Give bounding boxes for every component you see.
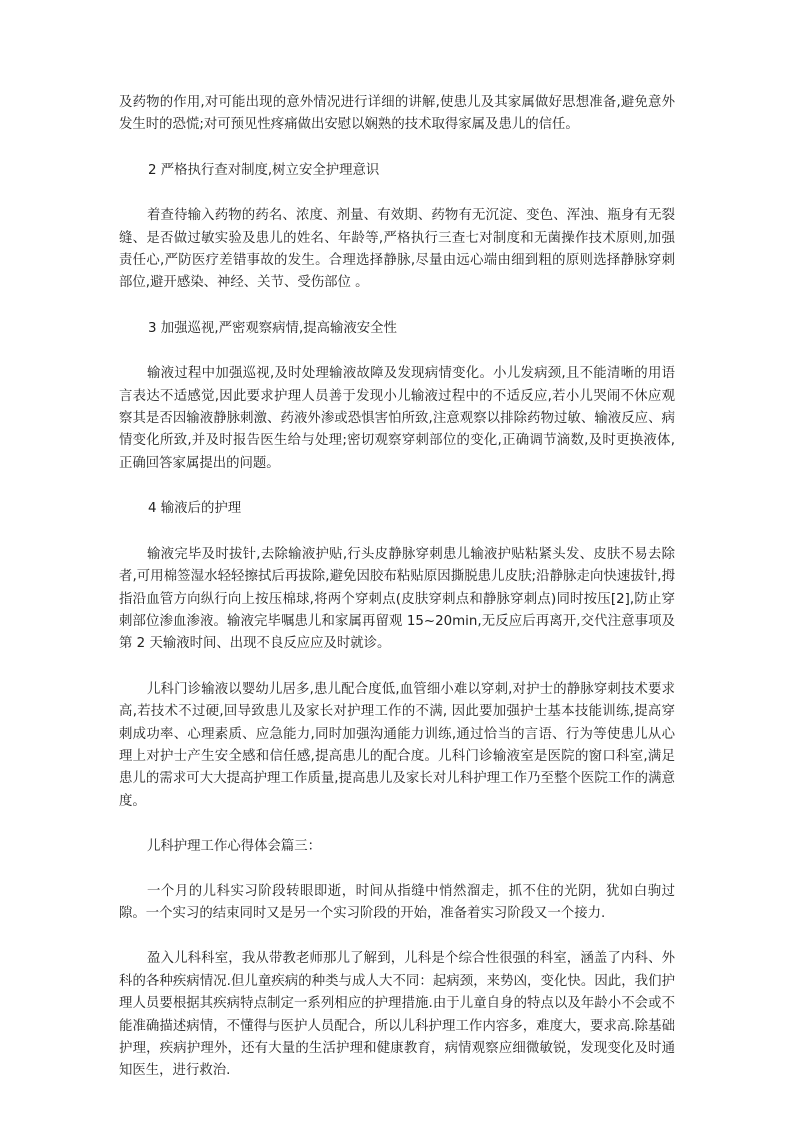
document-page (119, 92, 675, 1083)
paragraph-pediatrics: 盈入儿科科室，我从带教老师那儿了解到，儿科是个综合性很强的科室，涵盖了内科、外科的各种疾病情况.但儿童疾病的种类与成人大不同：起病颈，来势凶，变化快。因此，我们护理人员要根据其疾病特点制定一系列相应的护理措施.由于儿童自身的特点以及年龄小不会或不能准确描述病情，不懂得与医护人员配合，所以儿科护理工作内容多，难度大，要求高.除基础护理，疾病护理外，还有大量的生活护理和健康教育，病情观察应细微敏锐，发现变化及时通知医生，进行救治. (119, 951, 675, 1079)
paragraph-verification: 着查待输入药物的药名、浓度、剂量、有效期、药物有无沉淀、变色、浑浊、瓶身有无裂缝、是否做过敏实验及患儿的姓名、年龄等,严格执行三查七对制度和无菌操作技术原则,加强责任心,严防医疗差错事故的发生。合理选择静脉,尽量由远心端由细到粗的原则选择静脉穿刺部位,避开感染、神经、关节、受伤部位 。 (119, 208, 675, 291)
paragraph-part-three-title: 儿科护理工作心得体会篇三： (147, 839, 322, 855)
paragraph-internship: 一个月的儿科实习阶段转眼即逝，时间从指缝中悄然溜走，抓不住的光阴，犹如白驹过隙。一个实习的结束同时又是另一个实习阶段的开始，准备着实习阶段又一个接力. (119, 883, 675, 921)
section-heading-2: 2 严格执行查对制度,树立安全护理意识 (148, 162, 380, 178)
paragraph-outpatient: 儿科门诊输液以婴幼儿居多,患儿配合度低,血管细小难以穿刺,对护士的静脉穿刺技术要求高,若技术不过硬,回导致患儿及家长对护理工作的不满, 因此要加强护士基本技能训练,提高穿刺成功率、心理素质、应急能力,同时加强沟通能力训练,通过恰当的言语、行为等使患儿从心理上对护士产生安全感和信任感,提高患儿的配合度。儿科门诊输液室是医院的窗口科室,满足患儿的需求可大大提高护理工作质量,提高患儿及家长对儿科护理工作乃至整个医院工作的满意度。 (119, 681, 675, 809)
paragraph-infusion-explanation: 及药物的作用,对可能出现的意外情况进行详细的讲解,使患儿及其家属做好思想准备,避免意外发生时的恐慌;对可预见性疼痛做出安慰以娴熟的技术取得家属及患儿的信任。 (119, 95, 675, 133)
paragraph-patrol: 输液过程中加强巡视,及时处理输液故障及发现病情变化。小儿发病颈,且不能清晰的用语言表达不适感觉,因此要求护理人员善于发现小儿输液过程中的不适反应,若小儿哭闹不休应观察其是否因输液静脉刺激、药液外渗或恐惧害怕所致,注意观察以排除药物过敏、输液反应、病情变化所致,并及时报告医生给与处理;密切观察穿刺部位的变化,正确调节滴数,及时更换液体,正确回答家属提出的问题。 (119, 366, 675, 471)
section-heading-4: 4 输液后的护理 (148, 501, 242, 517)
paragraph-post-infusion: 输液完毕及时拔针,去除输液护贴,行头皮静脉穿刺患儿输液护贴粘紧头发、皮肤不易去除者,可用棉签湿水轻轻擦拭后再拔除,避免因胶布粘贴原因撕脱患儿皮肤;沿静脉走向快速拔针,拇指沿血管方向纵行向上按压棉球,将两个穿刺点(皮肤穿刺点和静脉穿刺点)同时按压[2],防止穿刺部位渗血渗液。输液完毕嘱患儿和家属再留观 15~20min,无反应后再离开,交代注意事项及第 2 天输液时间、出现不良反应应及时就诊。 (119, 546, 675, 652)
section-heading-3: 3 加强巡视,严密观察病情,提高输液安全性 (148, 320, 397, 336)
